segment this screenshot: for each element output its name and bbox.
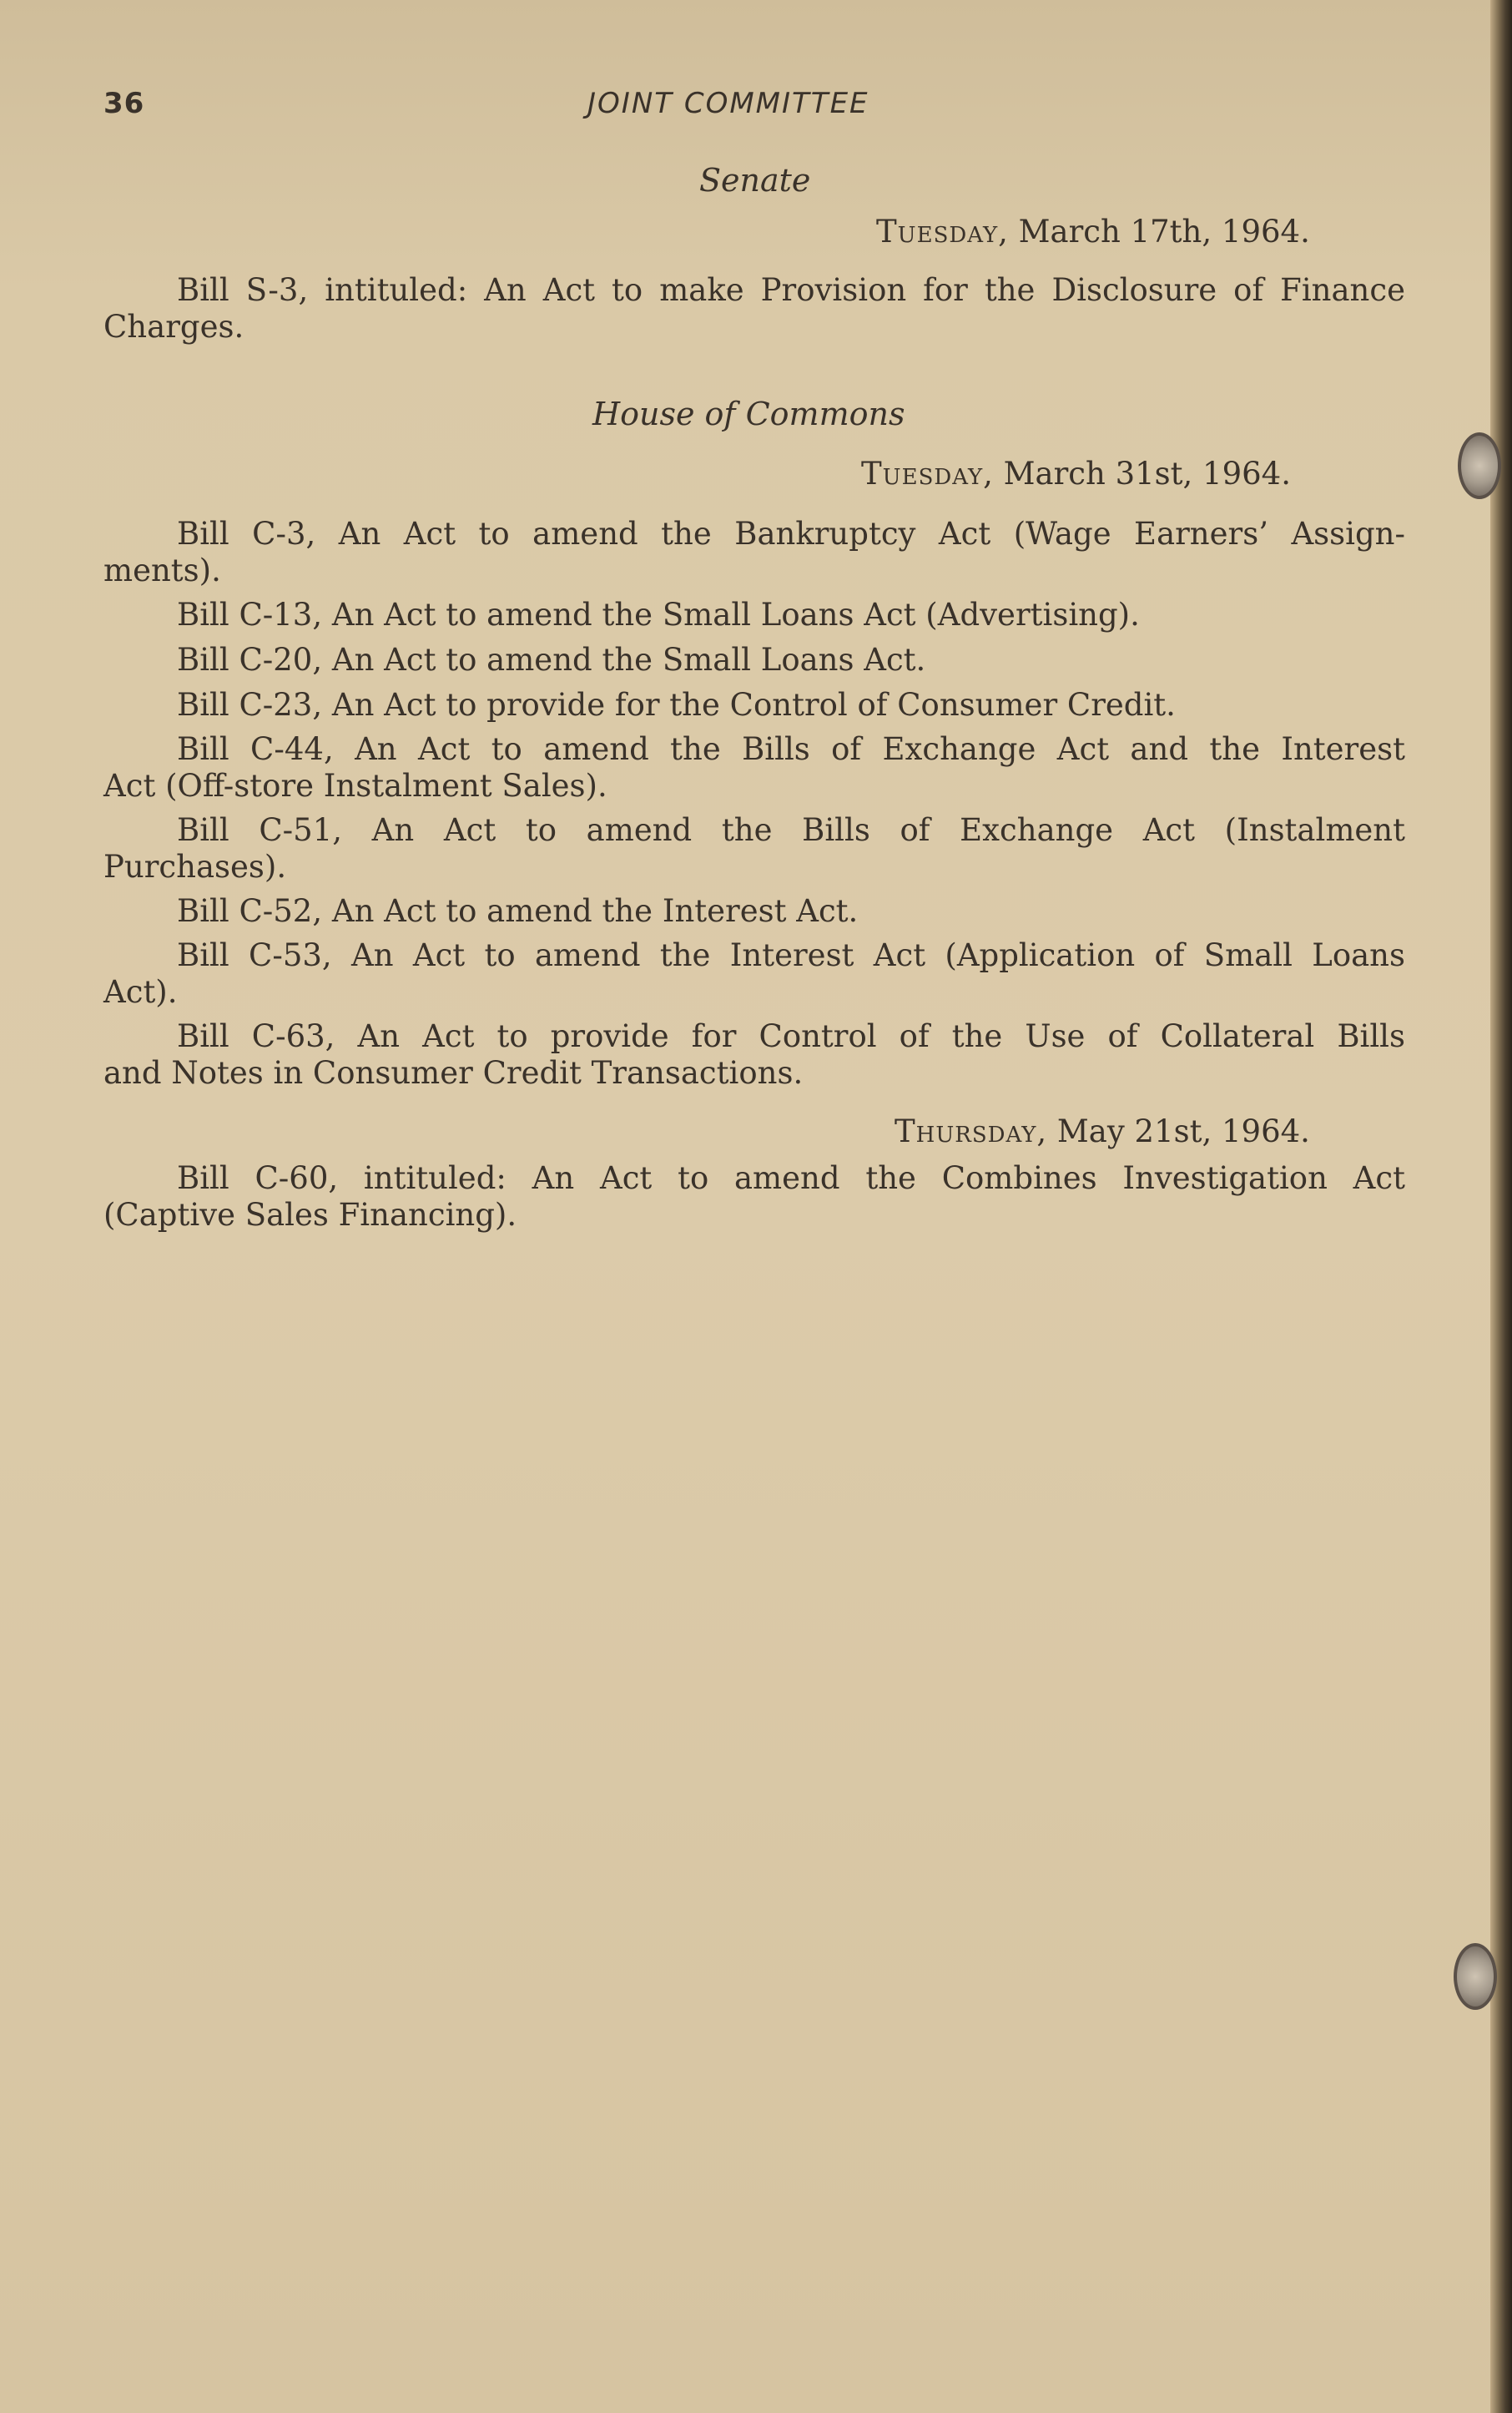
commons-date-2-rest: May 21st, 1964.	[1056, 1113, 1310, 1149]
bill-c60-entry	[103, 1160, 1405, 1234]
senate-date-rest: March 17th, 1964.	[1018, 214, 1310, 250]
bill-entry	[103, 597, 1405, 634]
senate-heading: Senate	[699, 162, 811, 199]
bill-line2: and Notes in Consumer Credit Transactions.	[103, 1055, 804, 1091]
commons-date-1-day: Tuesday,	[861, 456, 994, 492]
binder-clip-icon	[1458, 432, 1501, 499]
bill-c60-line2: (Captive Sales Financing).	[103, 1197, 517, 1233]
bill-entry	[103, 937, 1405, 1011]
bill-entry	[103, 812, 1405, 886]
commons-date-2-day: Thursday,	[895, 1113, 1048, 1149]
bill-entry	[103, 687, 1405, 724]
bill-s3-entry	[103, 272, 1405, 346]
binder-clip-icon	[1454, 1943, 1497, 2010]
bill-line1: Bill C-51, An Act to amend the Bills of Exchange Act (Instalment	[177, 812, 1405, 848]
bill-line1: Bill C-3, An Act to amend the Bankruptcy Act (Wage Earners’ Assign-	[177, 516, 1405, 552]
commons-heading: House of Commons	[592, 396, 905, 432]
bill-line1: Bill C-53, An Act to amend the Interest Act (Application of Small Loans	[177, 937, 1405, 973]
bill-s3-line1: Bill S-3, intituled: An Act to make Provision for the Disclosure of Finance	[177, 272, 1405, 308]
bill-entry	[103, 516, 1405, 589]
bill-line2: Purchases).	[103, 849, 287, 885]
bill-entry	[103, 642, 1405, 679]
bill-line2: Act (Off-store Instalment Sales).	[103, 768, 607, 804]
senate-date-day: Tuesday,	[876, 214, 1009, 250]
commons-date-1-rest: March 31st, 1964.	[1003, 456, 1291, 492]
commons-date-1	[861, 456, 1291, 492]
bill-line1: Bill C-44, An Act to amend the Bills of Exchange Act and the Interest	[177, 731, 1405, 767]
bill-line1: Bill C-52, An Act to amend the Interest Act.	[177, 893, 859, 929]
bill-s3-line2: Charges.	[103, 309, 244, 345]
bill-line1: Bill C-13, An Act to amend the Small Loans Act (Advertising).	[177, 597, 1140, 633]
page-header	[103, 87, 1405, 129]
bill-c60-line1: Bill C-60, intituled: An Act to amend the Combines Investigation Act	[177, 1160, 1405, 1196]
senate-date	[876, 214, 1310, 250]
running-head: JOINT COMMITTEE	[587, 87, 869, 120]
bill-line2: ments).	[103, 553, 221, 588]
bill-entry	[103, 731, 1405, 805]
bill-line1: Bill C-20, An Act to amend the Small Loans Act.	[177, 642, 926, 678]
bill-line1: Bill C-23, An Act to provide for the Control of Consumer Credit.	[177, 687, 1176, 723]
bill-entry	[103, 1018, 1405, 1092]
bill-line2: Act).	[103, 974, 178, 1010]
page-number: 36	[103, 87, 145, 120]
commons-date-2	[895, 1113, 1310, 1149]
bill-entry	[103, 893, 1405, 930]
bill-line1: Bill C-63, An Act to provide for Control of the Use of Collateral Bills	[177, 1018, 1405, 1054]
page-binding-edge	[1490, 0, 1512, 2413]
